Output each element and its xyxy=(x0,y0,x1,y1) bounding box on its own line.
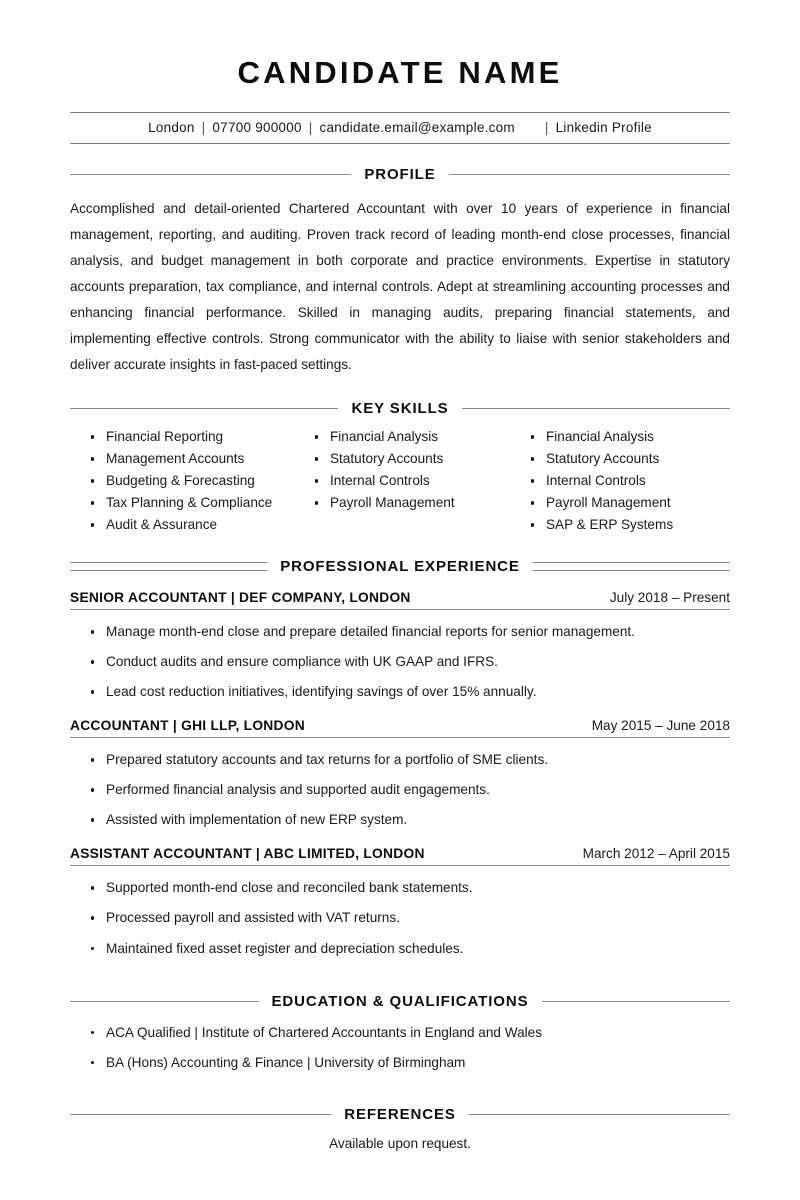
profile-body: Accomplished and detail-oriented Chartered Accountant with over 10 years of experience in financial management, reporting, and auditing. Proven track record of leading month-end close processes, financial analysis, and budget management in both corporate and practice environments. Expertise in statutory accounts preparation, tax compliance, and internal controls. Adept at streamlining accounting processes and enhancing financial performance. Skilled in managing audits, preparing financial statements, and implementing effective controls. Strong communicator with the ability to liaise with senior stakeholders and deliver accurate insights in fast-paced settings. xyxy=(70,200,730,373)
key-skills-column xyxy=(510,426,730,536)
experience-bullet-list xyxy=(70,749,730,831)
key-skills-column xyxy=(290,426,510,536)
contact-bar xyxy=(70,112,730,144)
job-dates: July 2018 – Present xyxy=(609,590,730,606)
list-item: Budgeting & Forecasting xyxy=(88,470,290,492)
list-item: Conduct audits and ensure compliance with UK GAAP and IFRS. xyxy=(88,651,730,673)
section-rule-right xyxy=(542,1001,731,1002)
key-skills-column xyxy=(70,426,290,536)
list-item: Statutory Accounts xyxy=(528,448,730,470)
section-rule-left xyxy=(70,1114,331,1115)
experience-entry-header xyxy=(70,590,730,610)
job-title: SENIOR ACCOUNTANT | DEF COMPANY, LONDON xyxy=(70,590,411,606)
list-item: ACA Qualified | Institute of Chartered Accountants in England and Wales xyxy=(88,1022,730,1044)
key-skills-list xyxy=(312,426,510,514)
section-rule-left xyxy=(70,1001,259,1002)
candidate-name: CANDIDATE NAME xyxy=(237,55,563,90)
job-dates: May 2015 – June 2018 xyxy=(591,718,730,734)
key-skills-list xyxy=(528,426,730,536)
contact-linkedin[interactable]: Linkedin Profile xyxy=(555,119,652,135)
list-item: Audit & Assurance xyxy=(88,514,290,536)
list-item: BA (Hons) Accounting & Finance | University of Birmingham xyxy=(88,1052,730,1074)
section-heading-key-skills xyxy=(70,400,730,417)
section-rule-right xyxy=(449,174,730,175)
list-item: Lead cost reduction initiatives, identifying savings of over 15% annually. xyxy=(88,681,730,703)
contact-separator: | xyxy=(308,119,313,135)
list-item: Financial Analysis xyxy=(312,426,510,448)
list-item: Internal Controls xyxy=(528,470,730,492)
list-item: Supported month-end close and reconciled bank statements. xyxy=(88,877,730,899)
contact-phone[interactable]: 07700 900000 xyxy=(212,119,302,135)
contact-separator: | xyxy=(201,119,206,135)
section-rule-right xyxy=(462,408,730,409)
section-title: PROFESSIONAL EXPERIENCE xyxy=(280,558,520,576)
list-item: Management Accounts xyxy=(88,448,290,470)
experience-bullet-list xyxy=(70,877,730,959)
list-item: Internal Controls xyxy=(312,470,510,492)
experience-entry-header xyxy=(70,718,730,738)
list-item: Financial Analysis xyxy=(528,426,730,448)
contact-line xyxy=(70,120,730,135)
list-item: Manage month-end close and prepare detailed financial reports for senior management. xyxy=(88,621,730,643)
list-item: Performed financial analysis and supported audit engagements. xyxy=(88,779,730,801)
experience-entry-header xyxy=(70,846,730,866)
job-dates: March 2012 – April 2015 xyxy=(582,846,730,862)
list-item: Payroll Management xyxy=(312,492,510,514)
section-title: KEY SKILLS xyxy=(351,400,449,418)
list-item: Processed payroll and assisted with VAT returns. xyxy=(88,907,730,929)
section-rule-left xyxy=(70,562,267,571)
experience-entry xyxy=(70,590,730,703)
section-title: EDUCATION & QUALIFICATIONS xyxy=(271,992,529,1010)
section-rule-right xyxy=(533,562,730,571)
contact-location: London xyxy=(148,119,195,135)
contact-separator: | xyxy=(544,119,549,135)
references-body: Available upon request. xyxy=(329,1135,471,1151)
list-item: Assisted with implementation of new ERP system. xyxy=(88,809,730,831)
experience-bullet-list xyxy=(70,621,730,703)
section-title: PROFILE xyxy=(364,165,436,183)
list-item: Financial Reporting xyxy=(88,426,290,448)
contact-email[interactable]: candidate.email@example.com xyxy=(319,119,515,135)
section-rule-left xyxy=(70,174,351,175)
section-heading-education xyxy=(70,993,730,1010)
section-heading-references xyxy=(70,1106,730,1123)
job-title: ACCOUNTANT | GHI LLP, LONDON xyxy=(70,718,305,734)
experience-entry xyxy=(70,718,730,831)
section-title: REFERENCES xyxy=(344,1105,456,1123)
list-item: Statutory Accounts xyxy=(312,448,510,470)
list-item: SAP & ERP Systems xyxy=(528,514,730,536)
section-heading-professional-experience xyxy=(70,558,730,575)
list-item: Tax Planning & Compliance xyxy=(88,492,290,514)
section-heading-profile xyxy=(70,166,730,183)
section-rule-left xyxy=(70,408,338,409)
section-rule-right xyxy=(469,1114,730,1115)
experience-entry xyxy=(70,846,730,959)
list-item: Payroll Management xyxy=(528,492,730,514)
job-title: ASSISTANT ACCOUNTANT | ABC LIMITED, LONDON xyxy=(70,846,425,862)
key-skills-columns xyxy=(70,426,730,536)
key-skills-list xyxy=(88,426,290,536)
list-item: Prepared statutory accounts and tax returns for a portfolio of SME clients. xyxy=(88,749,730,771)
list-item: Maintained fixed asset register and depreciation schedules. xyxy=(88,938,730,960)
education-list xyxy=(70,1022,730,1074)
